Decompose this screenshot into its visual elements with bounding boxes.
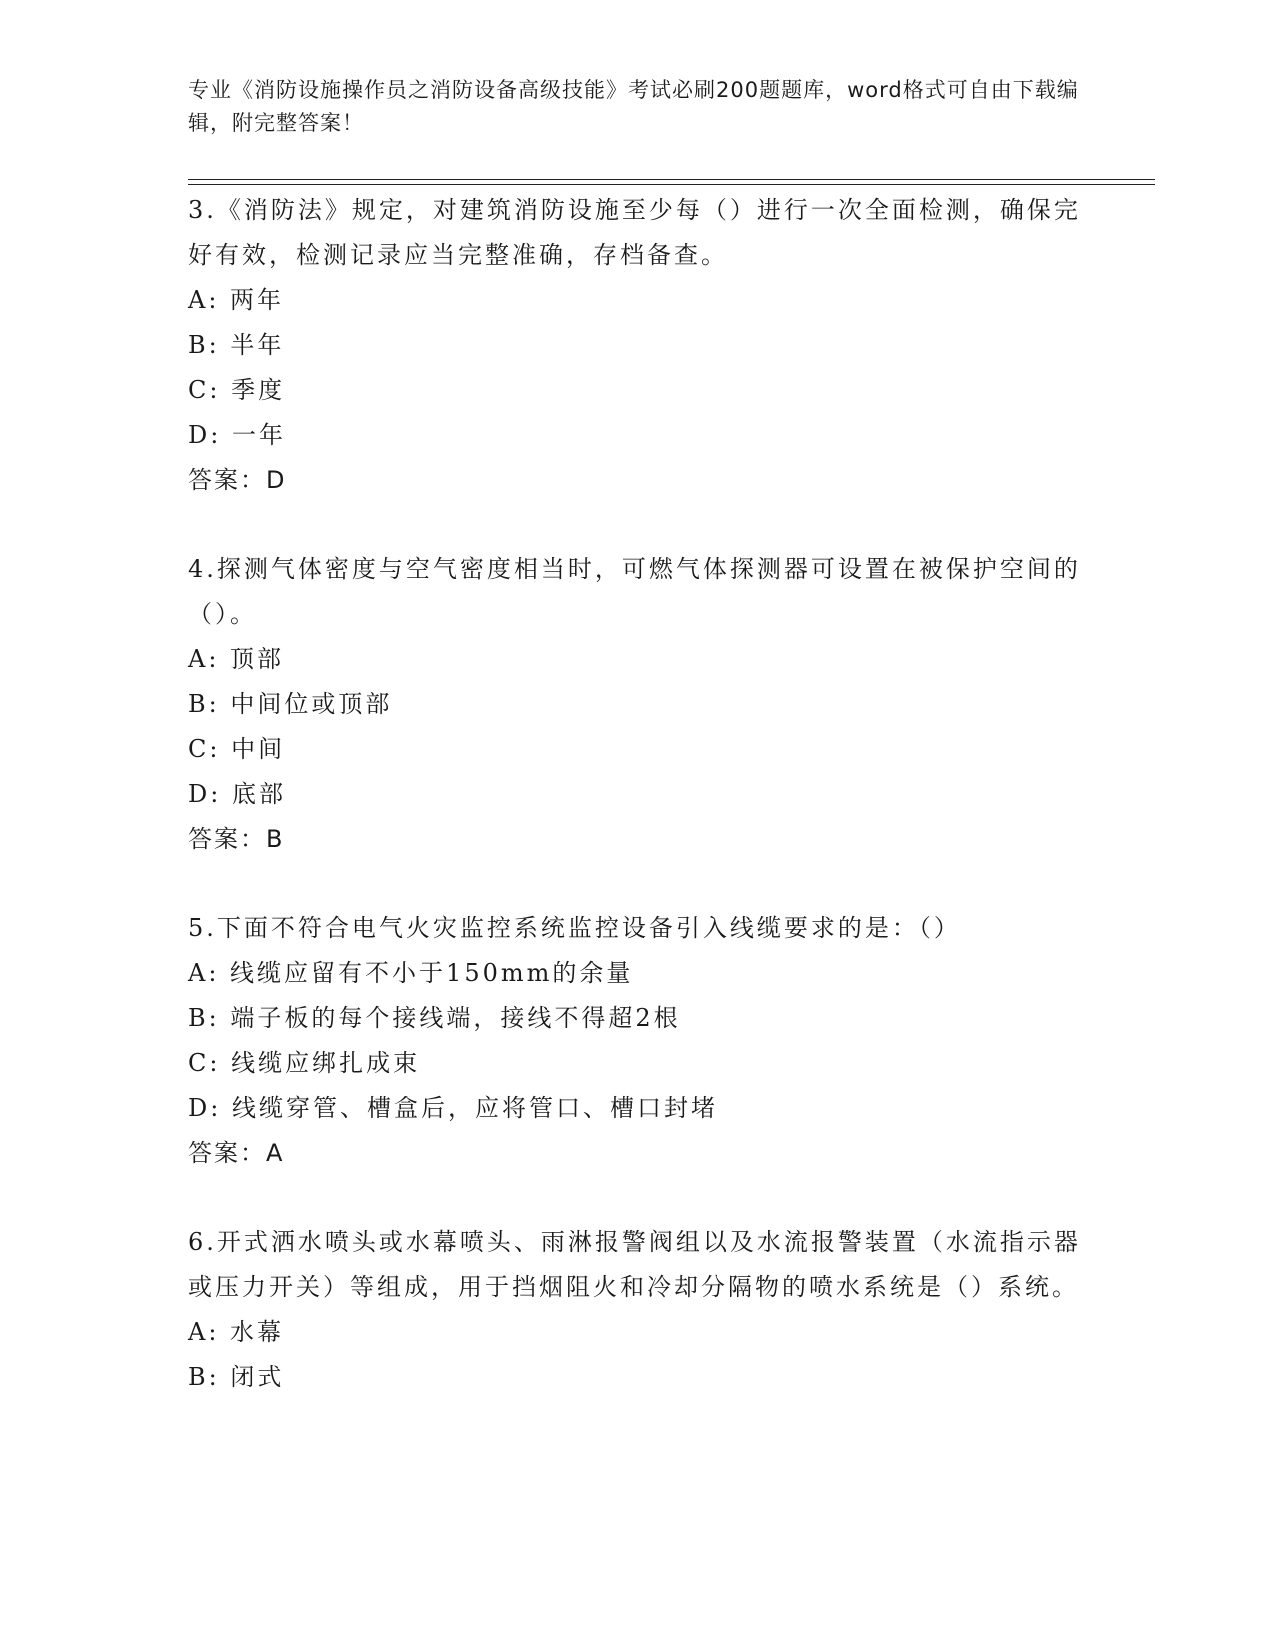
option-d: D: 底部 [188, 780, 286, 808]
question-6 [188, 1220, 1088, 1400]
option-b: B: 中间位或顶部 [188, 690, 393, 718]
question-spacer [188, 503, 1088, 547]
option-a: A: 线缆应留有不小于150mm的余量 [188, 959, 634, 987]
question-4 [188, 547, 1088, 862]
question-3 [188, 188, 1088, 503]
question-text: 4.探测气体密度与空气密度相当时，可燃气体探测器可设置在被保护空间的（）。 [188, 555, 1081, 628]
header-divider-bottom [188, 184, 1155, 185]
question-text: 5.下面不符合电气火灾监控系统监控设备引入线缆要求的是：（） [188, 914, 961, 942]
option-a: A: 水幕 [188, 1318, 285, 1346]
option-a: A: 两年 [188, 286, 285, 314]
option-a: A: 顶部 [188, 645, 285, 673]
question-text: 3.《消防法》规定，对建筑消防设施至少每（）进行一次全面检测，确保完好有效，检测记录应当完整准确，存档备查。 [188, 196, 1081, 269]
question-5 [188, 906, 1088, 1176]
option-c: C: 线缆应绑扎成束 [188, 1049, 421, 1077]
question-spacer [188, 1176, 1088, 1220]
option-b: B: 半年 [188, 331, 285, 359]
answer-line: 答案：D [188, 466, 287, 494]
option-d: D: 一年 [188, 421, 286, 449]
question-text: 6.开式洒水喷头或水幕喷头、雨淋报警阀组以及水流报警装置（水流指示器或压力开关）等组成，用于挡烟阻火和冷却分隔物的喷水系统是（）系统。 [188, 1228, 1081, 1301]
answer-line: 答案：A [188, 1139, 285, 1167]
document-header: 专业《消防设施操作员之消防设备高级技能》考试必刷200题题库，word格式可自由下载编辑，附完整答案！ [188, 78, 1079, 135]
header-divider-top [188, 179, 1155, 180]
option-d: D: 线缆穿管、槽盒后，应将管口、槽口封堵 [188, 1094, 718, 1122]
option-b: B: 闭式 [188, 1363, 285, 1391]
question-list [188, 188, 1088, 1400]
option-c: C: 中间 [188, 735, 286, 763]
question-spacer [188, 862, 1088, 906]
option-c: C: 季度 [188, 376, 286, 404]
answer-line: 答案：B [188, 825, 285, 853]
option-b: B: 端子板的每个接线端，接线不得超2根 [188, 1004, 681, 1032]
